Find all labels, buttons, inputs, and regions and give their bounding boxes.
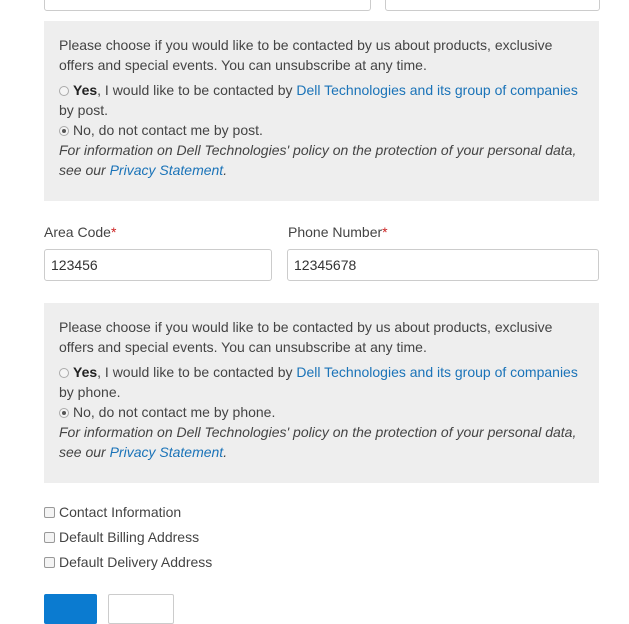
post-no-radio[interactable] xyxy=(59,126,69,136)
dell-group-link-phone[interactable]: Dell Technologies and its group of companies xyxy=(296,364,578,380)
checkbox-contact-information[interactable]: Contact Information xyxy=(44,504,181,520)
previous-field-input-right[interactable] xyxy=(385,0,600,11)
privacy-statement-link-post[interactable]: Privacy Statement xyxy=(109,162,224,178)
phone-policy-text: For information on Dell Technologies' policy on the protection of your personal data, see our Privacy Statement. xyxy=(59,424,577,460)
phone-consent-no-option[interactable]: No, do not contact me by phone. xyxy=(59,402,584,422)
post-consent-box xyxy=(44,21,599,201)
post-policy-text: For information on Dell Technologies' policy on the protection of your personal data, see our Privacy Statement. xyxy=(59,142,577,178)
previous-field-input-left[interactable] xyxy=(44,0,371,11)
post-consent-no-option[interactable]: No, do not contact me by post. xyxy=(59,120,584,140)
checkbox-default-delivery-address[interactable]: Default Delivery Address xyxy=(44,554,212,570)
area-code-input[interactable] xyxy=(44,249,272,281)
phone-number-label: Phone Number* xyxy=(288,224,388,240)
phone-consent-intro: Please choose if you would like to be contacted by us about products, exclusive offers and special events. You can unsubscribe at any time. xyxy=(59,319,553,355)
cancel-button[interactable] xyxy=(108,594,174,624)
save-button[interactable] xyxy=(44,594,97,624)
post-consent-intro: Please choose if you would like to be contacted by us about products, exclusive offers and special events. You can unsubscribe at any time. xyxy=(59,37,553,73)
checkbox[interactable] xyxy=(44,557,55,568)
checkbox[interactable] xyxy=(44,507,55,518)
post-yes-radio[interactable] xyxy=(59,86,69,96)
checkbox-default-billing-address[interactable]: Default Billing Address xyxy=(44,529,199,545)
phone-consent-box xyxy=(44,303,599,483)
phone-consent-yes-option[interactable]: Yes, I would like to be contacted by Dell Technologies and its group of companies by phone. xyxy=(59,364,578,400)
dell-group-link-post[interactable]: Dell Technologies and its group of companies xyxy=(296,82,578,98)
phone-number-input[interactable] xyxy=(287,249,599,281)
privacy-statement-link-phone[interactable]: Privacy Statement xyxy=(109,444,224,460)
checkbox[interactable] xyxy=(44,532,55,543)
post-consent-yes-option[interactable]: Yes, I would like to be contacted by Dell Technologies and its group of companies by post. xyxy=(59,82,578,118)
phone-yes-radio[interactable] xyxy=(59,368,69,378)
phone-no-radio[interactable] xyxy=(59,408,69,418)
area-code-label: Area Code* xyxy=(44,224,117,240)
required-mark: * xyxy=(110,224,117,240)
required-mark: * xyxy=(382,224,388,240)
